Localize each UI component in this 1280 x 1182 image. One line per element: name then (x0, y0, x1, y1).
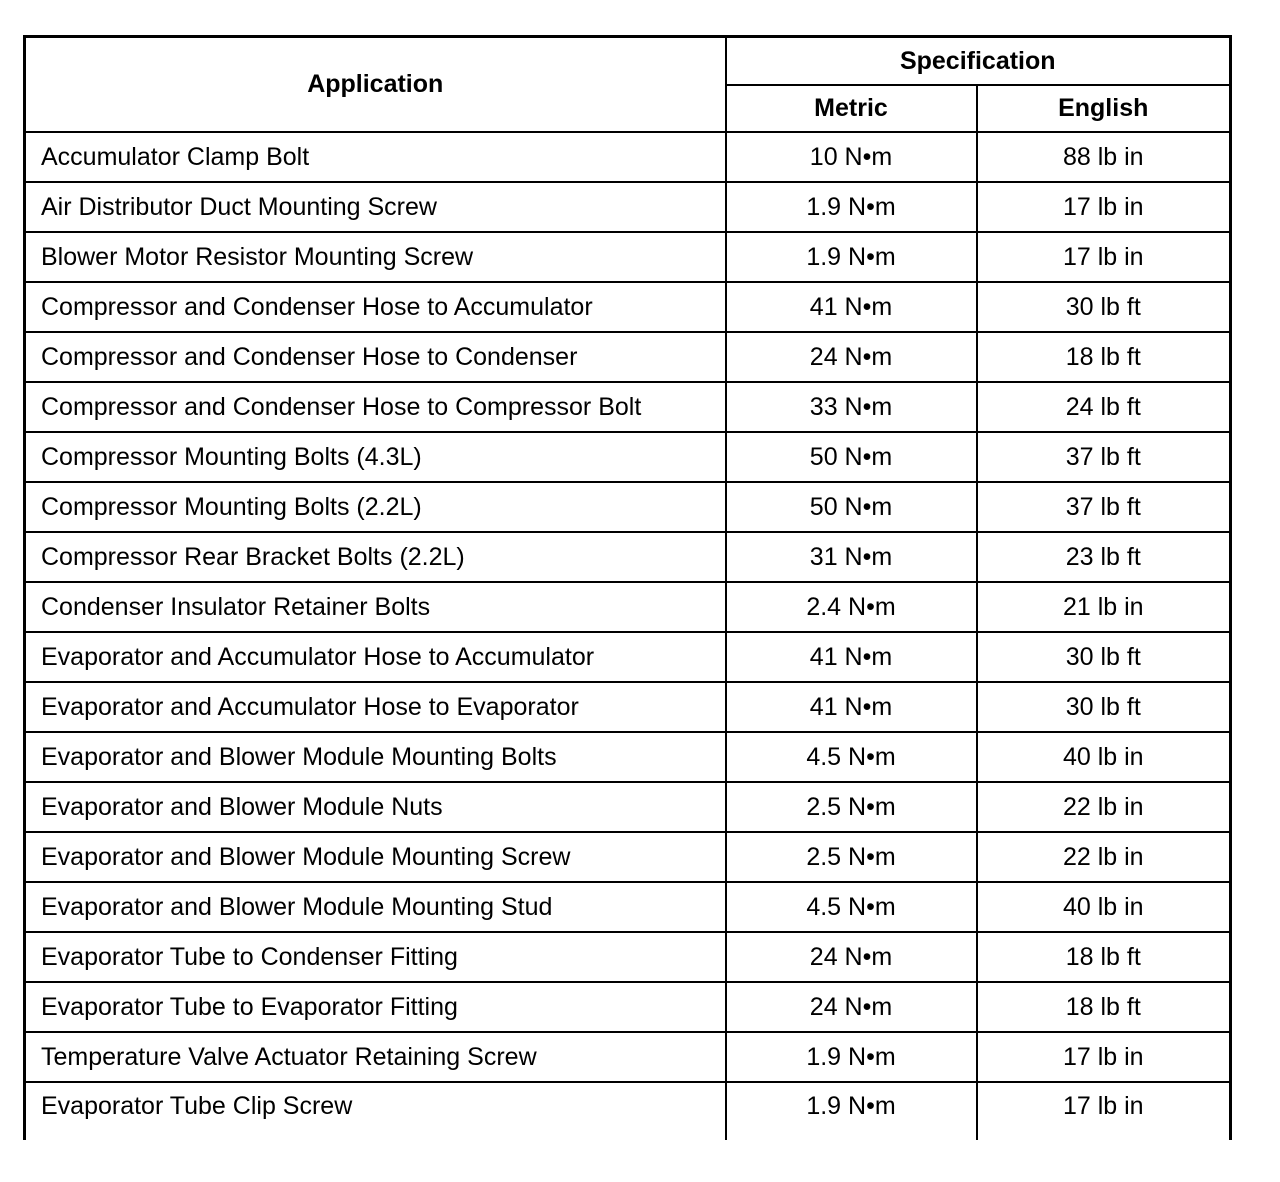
table-row (25, 382, 1231, 432)
metric-cell: 1.9 N•m (726, 232, 977, 282)
english-cell: 22 lb in (977, 782, 1231, 832)
table-body (25, 132, 1231, 1140)
torque-spec-table (23, 35, 1232, 1140)
application-cell: Accumulator Clamp Bolt (25, 132, 726, 182)
metric-cell: 2.4 N•m (726, 582, 977, 632)
metric-cell: 4.5 N•m (726, 882, 977, 932)
metric-cell: 31 N•m (726, 532, 977, 582)
table-row (25, 132, 1231, 182)
english-cell: 23 lb ft (977, 532, 1231, 582)
metric-cell: 33 N•m (726, 382, 977, 432)
english-cell: 37 lb ft (977, 432, 1231, 482)
english-cell: 17 lb in (977, 232, 1231, 282)
application-cell: Evaporator and Blower Module Mounting Stud (25, 882, 726, 932)
application-header: Application (25, 37, 726, 133)
application-cell: Blower Motor Resistor Mounting Screw (25, 232, 726, 282)
table-row (25, 982, 1231, 1032)
application-cell: Evaporator Tube to Evaporator Fitting (25, 982, 726, 1032)
application-cell: Compressor and Condenser Hose to Condenser (25, 332, 726, 382)
english-cell: 18 lb ft (977, 332, 1231, 382)
metric-cell: 24 N•m (726, 332, 977, 382)
english-cell: 17 lb in (977, 1032, 1231, 1082)
table-header (25, 37, 1231, 133)
english-cell: 22 lb in (977, 832, 1231, 882)
table-row (25, 332, 1231, 382)
table-row (25, 882, 1231, 932)
table-row (25, 582, 1231, 632)
table-row (25, 1032, 1231, 1082)
metric-cell: 2.5 N•m (726, 832, 977, 882)
application-cell: Compressor and Condenser Hose to Accumulator (25, 282, 726, 332)
english-cell: 30 lb ft (977, 682, 1231, 732)
application-cell: Evaporator and Blower Module Mounting Screw (25, 832, 726, 882)
table-row (25, 482, 1231, 532)
english-cell: 18 lb ft (977, 932, 1231, 982)
application-cell: Compressor Mounting Bolts (2.2L) (25, 482, 726, 532)
metric-cell: 24 N•m (726, 932, 977, 982)
english-header: English (977, 85, 1231, 132)
application-cell: Condenser Insulator Retainer Bolts (25, 582, 726, 632)
english-cell: 37 lb ft (977, 482, 1231, 532)
application-cell: Compressor Rear Bracket Bolts (2.2L) (25, 532, 726, 582)
application-cell: Compressor Mounting Bolts (4.3L) (25, 432, 726, 482)
english-cell: 88 lb in (977, 132, 1231, 182)
table-row (25, 232, 1231, 282)
metric-cell: 50 N•m (726, 432, 977, 482)
metric-cell: 10 N•m (726, 132, 977, 182)
metric-cell: 2.5 N•m (726, 782, 977, 832)
application-cell: Compressor and Condenser Hose to Compressor Bolt (25, 382, 726, 432)
table-row (25, 532, 1231, 582)
english-cell: 17 lb in (977, 1082, 1231, 1140)
application-cell: Evaporator and Accumulator Hose to Accumulator (25, 632, 726, 682)
table-row (25, 432, 1231, 482)
english-cell: 18 lb ft (977, 982, 1231, 1032)
english-cell: 17 lb in (977, 182, 1231, 232)
metric-cell: 41 N•m (726, 682, 977, 732)
table-row (25, 782, 1231, 832)
application-cell: Evaporator and Blower Module Nuts (25, 782, 726, 832)
metric-cell: 1.9 N•m (726, 1082, 977, 1140)
table-row (25, 632, 1231, 682)
metric-cell: 24 N•m (726, 982, 977, 1032)
metric-cell: 41 N•m (726, 632, 977, 682)
application-cell: Evaporator and Accumulator Hose to Evaporator (25, 682, 726, 732)
application-cell: Air Distributor Duct Mounting Screw (25, 182, 726, 232)
table-row (25, 1082, 1231, 1140)
metric-cell: 1.9 N•m (726, 182, 977, 232)
table-row (25, 732, 1231, 782)
english-cell: 21 lb in (977, 582, 1231, 632)
english-cell: 24 lb ft (977, 382, 1231, 432)
table-row (25, 682, 1231, 732)
english-cell: 30 lb ft (977, 632, 1231, 682)
specification-header: Specification (726, 37, 1231, 86)
application-cell: Temperature Valve Actuator Retaining Screw (25, 1032, 726, 1082)
english-cell: 40 lb in (977, 732, 1231, 782)
metric-header: Metric (726, 85, 977, 132)
table-row (25, 282, 1231, 332)
english-cell: 40 lb in (977, 882, 1231, 932)
application-cell: Evaporator Tube to Condenser Fitting (25, 932, 726, 982)
application-cell: Evaporator Tube Clip Screw (25, 1082, 726, 1140)
english-cell: 30 lb ft (977, 282, 1231, 332)
metric-cell: 50 N•m (726, 482, 977, 532)
metric-cell: 4.5 N•m (726, 732, 977, 782)
application-cell: Evaporator and Blower Module Mounting Bolts (25, 732, 726, 782)
metric-cell: 1.9 N•m (726, 1032, 977, 1082)
table-row (25, 182, 1231, 232)
table-row (25, 932, 1231, 982)
metric-cell: 41 N•m (726, 282, 977, 332)
table-row (25, 832, 1231, 882)
